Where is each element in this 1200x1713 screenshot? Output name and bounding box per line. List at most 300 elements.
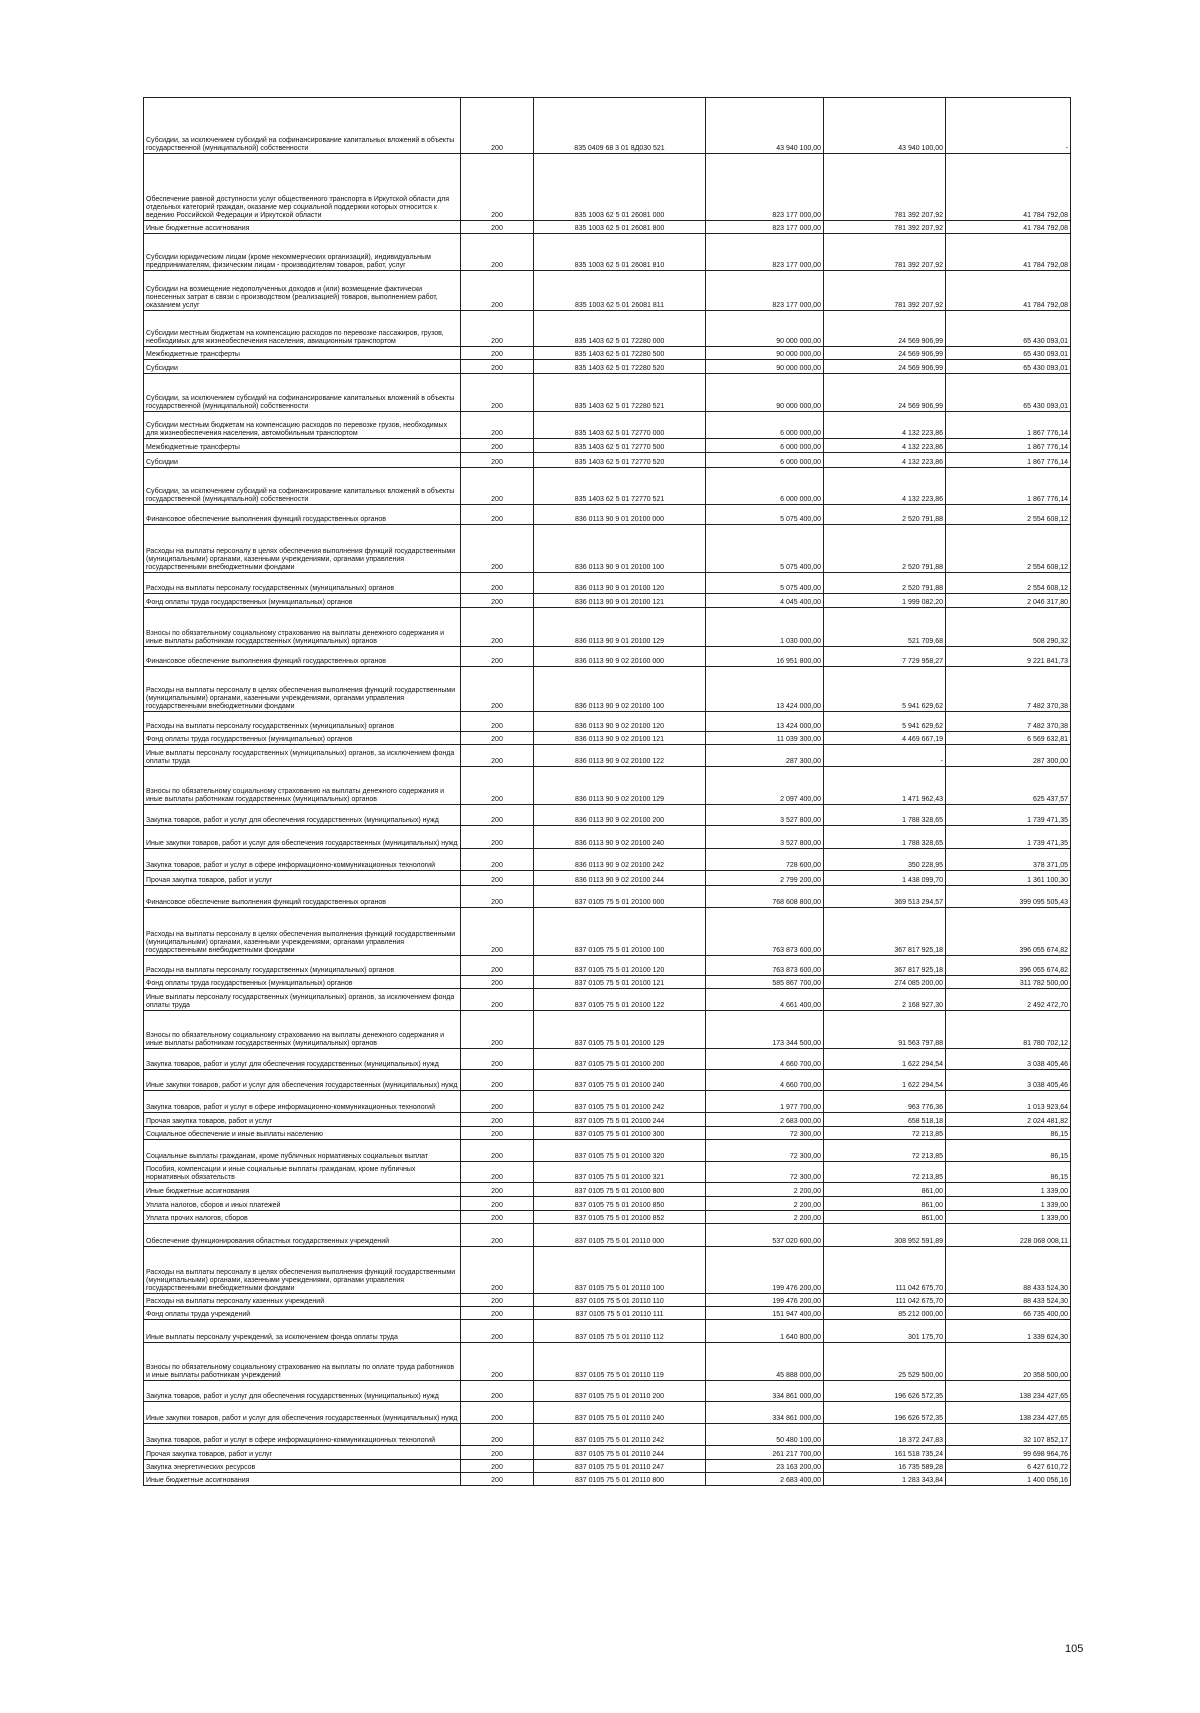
executed-amount-cell: 43 940 100,00 [824,98,946,154]
executed-amount-cell: 658 518,18 [824,1113,946,1127]
budget-code-cell: 837 0105 75 5 01 20100 852 [534,1211,706,1224]
unexecuted-amount-cell: 287 300,00 [946,745,1071,767]
executed-amount-cell: 24 569 906,99 [824,311,946,347]
item-name-cell: Иные бюджетные ассигнования [144,221,461,234]
executed-amount-cell: 781 392 207,92 [824,234,946,271]
unexecuted-amount-cell: 228 068 008,11 [946,1224,1071,1247]
approved-amount-cell: 2 683 000,00 [706,1113,824,1127]
table-row [144,347,1071,360]
line-code-cell: 200 [461,956,534,976]
budget-code-cell: 835 1003 62 5 01 26081 811 [534,271,706,311]
approved-amount-cell: 173 344 500,00 [706,1011,824,1049]
item-name-cell: Субсидии, за исключением субсидий на софинансирование капитальных вложений в объекты государственной (муниципальной) собственности [144,98,461,154]
budget-code-cell: 835 1403 62 5 01 72770 500 [534,439,706,453]
executed-amount-cell: 2 520 791,88 [824,525,946,573]
executed-amount-cell: 196 626 572,35 [824,1402,946,1424]
budget-code-cell: 835 1403 62 5 01 72280 521 [534,374,706,412]
item-name-cell: Иные закупки товаров, работ и услуг для обеспечения государственных (муниципальных) нужд [144,826,461,849]
item-name-cell: Межбюджетные трансферты [144,439,461,453]
budget-code-cell: 836 0113 90 9 02 20100 240 [534,826,706,849]
line-code-cell: 200 [461,805,534,826]
executed-amount-cell: 24 569 906,99 [824,347,946,360]
line-code-cell: 200 [461,1140,534,1162]
budget-table-body [144,98,1071,1486]
executed-amount-cell: 111 042 675,70 [824,1247,946,1294]
executed-amount-cell: 4 132 223,86 [824,439,946,453]
approved-amount-cell: 334 861 000,00 [706,1381,824,1402]
approved-amount-cell: 2 200,00 [706,1183,824,1197]
table-row [144,1011,1071,1049]
executed-amount-cell: 2 520 791,88 [824,505,946,525]
executed-amount-cell: - [824,745,946,767]
table-row [144,1197,1071,1211]
approved-amount-cell: 90 000 000,00 [706,360,824,374]
budget-code-cell: 836 0113 90 9 01 20100 100 [534,525,706,573]
approved-amount-cell: 823 177 000,00 [706,221,824,234]
unexecuted-amount-cell: - [946,98,1071,154]
table-row [144,712,1071,732]
approved-amount-cell: 23 163 200,00 [706,1460,824,1473]
line-code-cell: 200 [461,525,534,573]
line-code-cell: 200 [461,1247,534,1294]
executed-amount-cell: 1 471 962,43 [824,767,946,805]
item-name-cell: Прочая закупка товаров, работ и услуг [144,1446,461,1460]
item-name-cell: Социальное обеспечение и иные выплаты населению [144,1127,461,1140]
approved-amount-cell: 6 000 000,00 [706,439,824,453]
unexecuted-amount-cell: 65 430 093,01 [946,347,1071,360]
budget-code-cell: 835 1003 62 5 01 26081 810 [534,234,706,271]
budget-code-cell: 835 1403 62 5 01 72280 520 [534,360,706,374]
table-row [144,1294,1071,1307]
item-name-cell: Закупка товаров, работ и услуг в сфере информационно-коммуникационных технологий [144,1091,461,1113]
unexecuted-amount-cell: 1 013 923,64 [946,1091,1071,1113]
table-row [144,154,1071,221]
item-name-cell: Расходы на выплаты персоналу в целях обеспечения выполнения функций государственными (муниципальными) органами, казенными учреждениями, органами управления государственными внебюджетными фондами [144,1247,461,1294]
budget-code-cell: 837 0105 75 5 01 20110 800 [534,1473,706,1486]
budget-code-cell: 837 0105 75 5 01 20100 300 [534,1127,706,1140]
executed-amount-cell: 24 569 906,99 [824,360,946,374]
approved-amount-cell: 823 177 000,00 [706,271,824,311]
unexecuted-amount-cell: 81 780 702,12 [946,1011,1071,1049]
executed-amount-cell: 18 372 247,83 [824,1424,946,1446]
approved-amount-cell: 6 000 000,00 [706,453,824,468]
unexecuted-amount-cell: 65 430 093,01 [946,311,1071,347]
executed-amount-cell: 161 518 735,24 [824,1446,946,1460]
approved-amount-cell: 5 075 400,00 [706,525,824,573]
item-name-cell: Обеспечение равной доступности услуг общественного транспорта в Иркутской области для отдельных категорий граждан, оказание мер социальной поддержки которых относится к ведению Российской Федерации и Иркутской области [144,154,461,221]
item-name-cell: Взносы по обязательному социальному страхованию на выплаты денежного содержания и иные выплаты работникам государственных (муниципальных) органов [144,767,461,805]
table-row [144,608,1071,647]
page-number: 105 [1065,1643,1084,1655]
line-code-cell: 200 [461,667,534,712]
unexecuted-amount-cell: 20 358 500,00 [946,1343,1071,1381]
item-name-cell: Иные выплаты персоналу учреждений, за исключением фонда оплаты труда [144,1320,461,1343]
table-row [144,594,1071,608]
approved-amount-cell: 1 640 800,00 [706,1320,824,1343]
approved-amount-cell: 90 000 000,00 [706,374,824,412]
unexecuted-amount-cell: 3 038 405,46 [946,1070,1071,1091]
unexecuted-amount-cell: 1 361 100,30 [946,871,1071,886]
item-name-cell: Иные бюджетные ассигнования [144,1473,461,1486]
line-code-cell: 200 [461,360,534,374]
executed-amount-cell: 5 941 629,62 [824,712,946,732]
unexecuted-amount-cell: 65 430 093,01 [946,374,1071,412]
approved-amount-cell: 2 097 400,00 [706,767,824,805]
table-row [144,1224,1071,1247]
table-row [144,439,1071,453]
approved-amount-cell: 2 683 400,00 [706,1473,824,1486]
unexecuted-amount-cell: 88 433 524,30 [946,1294,1071,1307]
budget-code-cell: 837 0105 75 5 01 20110 247 [534,1460,706,1473]
table-row [144,1247,1071,1294]
executed-amount-cell: 1 622 294,54 [824,1070,946,1091]
approved-amount-cell: 16 951 800,00 [706,647,824,667]
executed-amount-cell: 72 213,85 [824,1162,946,1183]
executed-amount-cell: 308 952 591,89 [824,1224,946,1247]
executed-amount-cell: 861,00 [824,1197,946,1211]
table-row [144,767,1071,805]
line-code-cell: 200 [461,271,534,311]
item-name-cell: Расходы на выплаты персоналу в целях обеспечения выполнения функций государственными (муниципальными) органами, казенными учреждениями, органами управления государственными внебюджетными фондами [144,667,461,712]
item-name-cell: Взносы по обязательному социальному страхованию на выплаты по оплате труда работников и иные выплаты работникам учреждений [144,1343,461,1381]
item-name-cell: Субсидии [144,453,461,468]
line-code-cell: 200 [461,1127,534,1140]
unexecuted-amount-cell: 1 867 776,14 [946,453,1071,468]
line-code-cell: 200 [461,468,534,505]
unexecuted-amount-cell: 3 038 405,46 [946,1049,1071,1070]
table-row [144,453,1071,468]
table-row [144,221,1071,234]
approved-amount-cell: 768 608 800,00 [706,886,824,908]
line-code-cell: 200 [461,98,534,154]
executed-amount-cell: 85 212 000,00 [824,1307,946,1320]
unexecuted-amount-cell: 1 739 471,35 [946,805,1071,826]
table-row [144,732,1071,745]
line-code-cell: 200 [461,1162,534,1183]
executed-amount-cell: 4 132 223,86 [824,453,946,468]
budget-code-cell: 837 0105 75 5 01 20110 119 [534,1343,706,1381]
line-code-cell: 200 [461,732,534,745]
table-row [144,647,1071,667]
unexecuted-amount-cell: 378 371,05 [946,849,1071,871]
line-code-cell: 200 [461,647,534,667]
line-code-cell: 200 [461,608,534,647]
budget-code-cell: 837 0105 75 5 01 20100 244 [534,1113,706,1127]
table-row [144,908,1071,956]
line-code-cell: 200 [461,1091,534,1113]
unexecuted-amount-cell: 311 782 500,00 [946,976,1071,989]
budget-code-cell: 836 0113 90 9 02 20100 100 [534,667,706,712]
budget-code-cell: 835 1403 62 5 01 72770 000 [534,412,706,439]
line-code-cell: 200 [461,712,534,732]
approved-amount-cell: 287 300,00 [706,745,824,767]
budget-code-cell: 837 0105 75 5 01 20100 321 [534,1162,706,1183]
line-code-cell: 200 [461,976,534,989]
table-row [144,1473,1071,1486]
item-name-cell: Обеспечение функционирования областных государственных учреждений [144,1224,461,1247]
budget-code-cell: 836 0113 90 9 01 20100 120 [534,573,706,594]
unexecuted-amount-cell: 138 234 427,65 [946,1381,1071,1402]
approved-amount-cell: 1 977 700,00 [706,1091,824,1113]
unexecuted-amount-cell: 2 046 317,80 [946,594,1071,608]
line-code-cell: 200 [461,908,534,956]
budget-code-cell: 837 0105 75 5 01 20100 800 [534,1183,706,1197]
table-row [144,505,1071,525]
item-name-cell: Закупка товаров, работ и услуг для обеспечения государственных (муниципальных) нужд [144,805,461,826]
executed-amount-cell: 781 392 207,92 [824,271,946,311]
executed-amount-cell: 367 817 925,18 [824,956,946,976]
table-row [144,1140,1071,1162]
budget-code-cell: 836 0113 90 9 02 20100 122 [534,745,706,767]
budget-code-cell: 837 0105 75 5 01 20100 242 [534,1091,706,1113]
item-name-cell: Прочая закупка товаров, работ и услуг [144,1113,461,1127]
unexecuted-amount-cell: 32 107 852,17 [946,1424,1071,1446]
budget-code-cell: 837 0105 75 5 01 20100 240 [534,1070,706,1091]
item-name-cell: Субсидии [144,360,461,374]
line-code-cell: 200 [461,374,534,412]
approved-amount-cell: 45 888 000,00 [706,1343,824,1381]
item-name-cell: Закупка энергетических ресурсов [144,1460,461,1473]
line-code-cell: 200 [461,1113,534,1127]
unexecuted-amount-cell: 7 482 370,38 [946,712,1071,732]
approved-amount-cell: 3 527 800,00 [706,826,824,849]
item-name-cell: Финансовое обеспечение выполнения функций государственных органов [144,886,461,908]
approved-amount-cell: 3 527 800,00 [706,805,824,826]
line-code-cell: 200 [461,1307,534,1320]
budget-code-cell: 837 0105 75 5 01 20110 244 [534,1446,706,1460]
table-row [144,805,1071,826]
unexecuted-amount-cell: 99 698 964,76 [946,1446,1071,1460]
approved-amount-cell: 6 000 000,00 [706,412,824,439]
budget-code-cell: 836 0113 90 9 02 20100 121 [534,732,706,745]
line-code-cell: 200 [461,594,534,608]
unexecuted-amount-cell: 7 482 370,38 [946,667,1071,712]
item-name-cell: Расходы на выплаты персоналу в целях обеспечения выполнения функций государственными (муниципальными) органами, казенными учреждениями, органами управления государственными внебюджетными фондами [144,908,461,956]
unexecuted-amount-cell: 2 492 472,70 [946,989,1071,1011]
executed-amount-cell: 367 817 925,18 [824,908,946,956]
line-code-cell: 200 [461,1183,534,1197]
budget-code-cell: 837 0105 75 5 01 20110 242 [534,1424,706,1446]
budget-code-cell: 837 0105 75 5 01 20100 121 [534,976,706,989]
budget-code-cell: 837 0105 75 5 01 20100 100 [534,908,706,956]
item-name-cell: Социальные выплаты гражданам, кроме публичных нормативных социальных выплат [144,1140,461,1162]
unexecuted-amount-cell: 86,15 [946,1127,1071,1140]
budget-code-cell: 837 0105 75 5 01 20100 129 [534,1011,706,1049]
item-name-cell: Финансовое обеспечение выполнения функций государственных органов [144,647,461,667]
line-code-cell: 200 [461,154,534,221]
table-row [144,468,1071,505]
unexecuted-amount-cell: 138 234 427,65 [946,1402,1071,1424]
table-row [144,745,1071,767]
table-row [144,871,1071,886]
unexecuted-amount-cell: 41 784 792,08 [946,154,1071,221]
executed-amount-cell: 72 213,85 [824,1140,946,1162]
budget-code-cell: 837 0105 75 5 01 20110 111 [534,1307,706,1320]
executed-amount-cell: 196 626 572,35 [824,1381,946,1402]
approved-amount-cell: 4 660 700,00 [706,1049,824,1070]
budget-code-cell: 836 0113 90 9 01 20100 000 [534,505,706,525]
item-name-cell: Фонд оплаты труда учреждений [144,1307,461,1320]
unexecuted-amount-cell: 88 433 524,30 [946,1247,1071,1294]
executed-amount-cell: 7 729 958,27 [824,647,946,667]
approved-amount-cell: 5 075 400,00 [706,573,824,594]
unexecuted-amount-cell: 86,15 [946,1140,1071,1162]
executed-amount-cell: 72 213,85 [824,1127,946,1140]
line-code-cell: 200 [461,439,534,453]
item-name-cell: Иные закупки товаров, работ и услуг для обеспечения государственных (муниципальных) нужд [144,1070,461,1091]
executed-amount-cell: 4 132 223,86 [824,468,946,505]
table-row [144,826,1071,849]
line-code-cell: 200 [461,1224,534,1247]
table-row [144,1307,1071,1320]
item-name-cell: Закупка товаров, работ и услуг для обеспечения государственных (муниципальных) нужд [144,1381,461,1402]
unexecuted-amount-cell: 1 867 776,14 [946,412,1071,439]
executed-amount-cell: 274 085 200,00 [824,976,946,989]
budget-code-cell: 836 0113 90 9 02 20100 000 [534,647,706,667]
item-name-cell: Иные бюджетные ассигнования [144,1183,461,1197]
item-name-cell: Межбюджетные трансферты [144,347,461,360]
unexecuted-amount-cell: 86,15 [946,1162,1071,1183]
budget-code-cell: 837 0105 75 5 01 20100 200 [534,1049,706,1070]
approved-amount-cell: 4 045 400,00 [706,594,824,608]
table-row [144,1183,1071,1197]
unexecuted-amount-cell: 2 554 608,12 [946,505,1071,525]
approved-amount-cell: 199 476 200,00 [706,1294,824,1307]
approved-amount-cell: 728 600,00 [706,849,824,871]
item-name-cell: Закупка товаров, работ и услуг для обеспечения государственных (муниципальных) нужд [144,1049,461,1070]
executed-amount-cell: 861,00 [824,1183,946,1197]
approved-amount-cell: 151 947 400,00 [706,1307,824,1320]
item-name-cell: Финансовое обеспечение выполнения функций государственных органов [144,505,461,525]
approved-amount-cell: 2 799 200,00 [706,871,824,886]
table-row [144,1343,1071,1381]
budget-code-cell: 835 1003 62 5 01 26081 000 [534,154,706,221]
table-row [144,976,1071,989]
unexecuted-amount-cell: 1 339,00 [946,1211,1071,1224]
item-name-cell: Субсидии местным бюджетам на компенсацию расходов по перевозке грузов, необходимых для жизнеобеспечения населения, автомобильным транспортом [144,412,461,439]
item-name-cell: Расходы на выплаты персоналу государственных (муниципальных) органов [144,956,461,976]
item-name-cell: Уплата налогов, сборов и иных платежей [144,1197,461,1211]
unexecuted-amount-cell: 66 735 400,00 [946,1307,1071,1320]
budget-code-cell: 835 0409 68 3 01 8Д030 521 [534,98,706,154]
executed-amount-cell: 369 513 294,57 [824,886,946,908]
line-code-cell: 200 [461,826,534,849]
executed-amount-cell: 1 999 082,20 [824,594,946,608]
table-row [144,1424,1071,1446]
item-name-cell: Закупка товаров, работ и услуг в сфере информационно-коммуникационных технологий [144,1424,461,1446]
item-name-cell: Иные закупки товаров, работ и услуг для обеспечения государственных (муниципальных) нужд [144,1402,461,1424]
unexecuted-amount-cell: 41 784 792,08 [946,234,1071,271]
approved-amount-cell: 1 030 000,00 [706,608,824,647]
table-row [144,234,1071,271]
line-code-cell: 200 [461,1343,534,1381]
executed-amount-cell: 521 709,68 [824,608,946,647]
executed-amount-cell: 781 392 207,92 [824,154,946,221]
approved-amount-cell: 199 476 200,00 [706,1247,824,1294]
approved-amount-cell: 823 177 000,00 [706,154,824,221]
executed-amount-cell: 2 520 791,88 [824,573,946,594]
budget-table [143,97,1071,1486]
item-name-cell: Субсидии, за исключением субсидий на софинансирование капитальных вложений в объекты государственной (муниципальной) собственности [144,374,461,412]
approved-amount-cell: 2 200,00 [706,1211,824,1224]
table-row [144,849,1071,871]
line-code-cell: 200 [461,221,534,234]
executed-amount-cell: 5 941 629,62 [824,667,946,712]
approved-amount-cell: 823 177 000,00 [706,234,824,271]
item-name-cell: Расходы на выплаты персоналу государственных (муниципальных) органов [144,573,461,594]
line-code-cell: 200 [461,1294,534,1307]
unexecuted-amount-cell: 1 339,00 [946,1197,1071,1211]
executed-amount-cell: 24 569 906,99 [824,374,946,412]
approved-amount-cell: 585 867 700,00 [706,976,824,989]
approved-amount-cell: 2 200,00 [706,1197,824,1211]
table-row [144,956,1071,976]
budget-code-cell: 837 0105 75 5 01 20110 200 [534,1381,706,1402]
budget-code-cell: 837 0105 75 5 01 20100 320 [534,1140,706,1162]
table-row [144,1049,1071,1070]
executed-amount-cell: 2 168 927,30 [824,989,946,1011]
line-code-cell: 200 [461,347,534,360]
executed-amount-cell: 1 283 343,84 [824,1473,946,1486]
table-row [144,412,1071,439]
unexecuted-amount-cell: 65 430 093,01 [946,360,1071,374]
unexecuted-amount-cell: 2 554 608,12 [946,525,1071,573]
item-name-cell: Иные выплаты персоналу государственных (муниципальных) органов, за исключением фонда оплаты труда [144,745,461,767]
item-name-cell: Расходы на выплаты персоналу государственных (муниципальных) органов [144,712,461,732]
table-row [144,573,1071,594]
unexecuted-amount-cell: 625 437,57 [946,767,1071,805]
item-name-cell: Прочая закупка товаров, работ и услуг [144,871,461,886]
budget-code-cell: 836 0113 90 9 01 20100 129 [534,608,706,647]
line-code-cell: 200 [461,1011,534,1049]
item-name-cell: Взносы по обязательному социальному страхованию на выплаты денежного содержания и иные выплаты работникам государственных (муниципальных) органов [144,1011,461,1049]
item-name-cell: Субсидии на возмещение недополученных доходов и (или) возмещение фактически понесенных затрат в связи с производством (реализацией) товаров, выполнением работ, оказанием услуг [144,271,461,311]
unexecuted-amount-cell: 1 739 471,35 [946,826,1071,849]
budget-code-cell: 837 0105 75 5 01 20110 000 [534,1224,706,1247]
item-name-cell: Иные выплаты персоналу государственных (муниципальных) органов, за исключением фонда оплаты труда [144,989,461,1011]
approved-amount-cell: 763 873 600,00 [706,956,824,976]
budget-code-cell: 836 0113 90 9 02 20100 120 [534,712,706,732]
executed-amount-cell: 350 228,95 [824,849,946,871]
unexecuted-amount-cell: 1 339 624,30 [946,1320,1071,1343]
budget-code-cell: 837 0105 75 5 01 20100 122 [534,989,706,1011]
executed-amount-cell: 4 469 667,19 [824,732,946,745]
table-row [144,98,1071,154]
budget-code-cell: 837 0105 75 5 01 20110 100 [534,1247,706,1294]
unexecuted-amount-cell: 1 339,00 [946,1183,1071,1197]
table-row [144,1162,1071,1183]
line-code-cell: 200 [461,886,534,908]
table-row [144,1113,1071,1127]
line-code-cell: 200 [461,871,534,886]
budget-code-cell: 835 1003 62 5 01 26081 800 [534,221,706,234]
table-row [144,1460,1071,1473]
approved-amount-cell: 13 424 000,00 [706,667,824,712]
table-row [144,1402,1071,1424]
approved-amount-cell: 261 217 700,00 [706,1446,824,1460]
line-code-cell: 200 [461,745,534,767]
executed-amount-cell: 963 776,36 [824,1091,946,1113]
budget-code-cell: 836 0113 90 9 02 20100 129 [534,767,706,805]
approved-amount-cell: 4 660 700,00 [706,1070,824,1091]
table-row [144,311,1071,347]
budget-code-cell: 836 0113 90 9 01 20100 121 [534,594,706,608]
approved-amount-cell: 11 039 300,00 [706,732,824,745]
table-row [144,667,1071,712]
approved-amount-cell: 13 424 000,00 [706,712,824,732]
unexecuted-amount-cell: 2 024 481,82 [946,1113,1071,1127]
budget-code-cell: 836 0113 90 9 02 20100 242 [534,849,706,871]
